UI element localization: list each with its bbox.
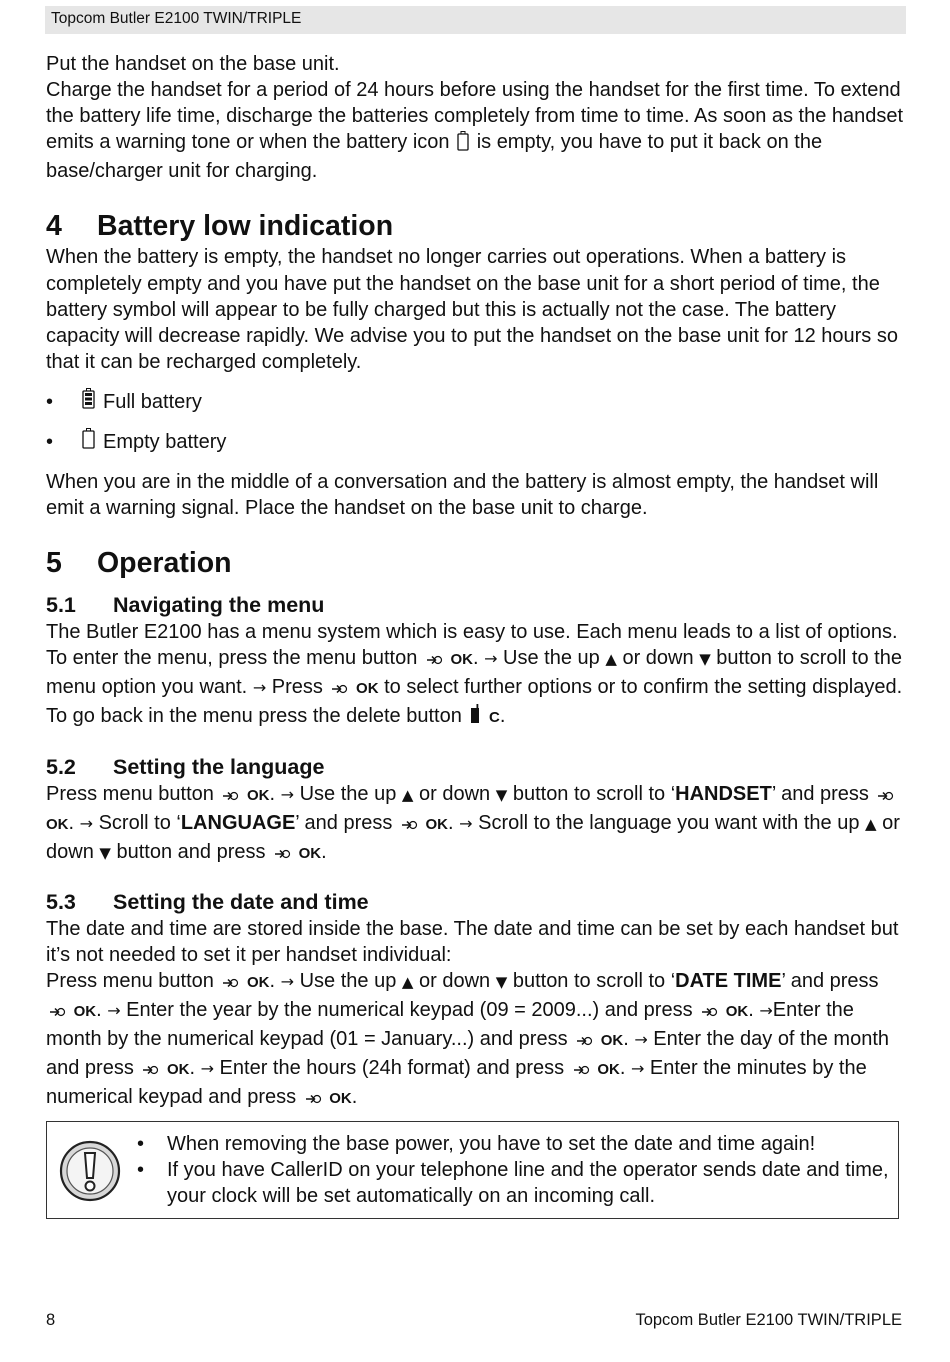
delete-key-icon: [469, 703, 481, 732]
arrow-right-icon: →: [484, 649, 498, 669]
menu-key-icon: [876, 784, 894, 810]
section-5-2-heading: [46, 753, 906, 781]
text: Press menu button: [46, 782, 214, 805]
list-item-label: Full battery: [103, 390, 202, 413]
menu-key-icon: [221, 971, 239, 997]
section-5-1-heading: [46, 591, 906, 619]
section-5-3-number: 5.3: [46, 889, 76, 914]
arrow-right-icon: →: [634, 1030, 648, 1050]
arrow-right-icon: →: [630, 1059, 645, 1079]
section-5-number: 5: [46, 547, 62, 580]
section-5-3-title: Setting the date and time: [113, 889, 369, 914]
section-5-3-paragraph-2: Press menu button OK. → Use the up ▲ or down ▼ button to scroll to ‘DATE TIME’ and press OK. → Enter the year by the numerical keypad (09 = 2009...) and press OK. →Enter the month by the numerical keypad (01 = January...) and press OK. → Enter the day of the month and press OK. → Enter the hours (24h format) and press OK. → Enter the minutes by the numerical keypad and press OK.: [46, 968, 906, 1113]
ok-key-label: OK: [46, 815, 69, 833]
menu-key-icon: [304, 1087, 322, 1113]
bullet: •: [137, 1133, 145, 1155]
menu-option-language: LANGUAGE: [180, 811, 296, 834]
battery-full-icon: [82, 388, 95, 416]
arrow-right-icon: →: [280, 971, 295, 991]
ok-key-label: OK: [725, 1003, 749, 1021]
list-item: [46, 389, 906, 415]
note-list: [137, 1131, 892, 1209]
ok-key-label: OK: [247, 786, 270, 804]
text: Enter the day of the month and press: [46, 1028, 889, 1080]
menu-option-date-time: DATE TIME: [675, 969, 782, 992]
text: Use the up: [497, 647, 600, 670]
ok-key-label: OK: [356, 680, 379, 698]
down-arrow-icon: ▼: [495, 785, 508, 804]
down-arrow-icon: ▼: [699, 650, 711, 669]
ok-key-label: OK: [600, 1032, 624, 1050]
section-5-2-title: Setting the language: [113, 754, 325, 779]
note-box: [46, 1121, 899, 1219]
text: Enter the hours (24h format) and press: [214, 1057, 565, 1080]
list-item: [137, 1157, 892, 1209]
text: button to scroll to the menu option you want.: [46, 647, 902, 699]
battery-empty-icon: [82, 428, 95, 456]
ok-key-label: OK: [298, 844, 322, 862]
intro-text-a: Charge the handset for a period of 24 hours before using the handset for the first time. To extend the battery life time, discharge the batteries completely from time to time. As soon as the handset emits a warning tone or when the battery icon: [46, 79, 904, 154]
text: button to scroll to ‘: [512, 782, 676, 805]
text: ’ and press: [771, 782, 869, 805]
text: ’ and press: [781, 969, 879, 992]
menu-key-icon: [572, 1058, 590, 1084]
section-5-3-paragraph-1: The date and time are stored inside the base. The date and time can be set by each handset but it’s not needed to set it per handset individual:: [46, 917, 899, 966]
text: The Butler E2100 has a menu system which is easy to use. Each menu leads to a list of options. To enter the menu, press the menu button: [46, 621, 898, 670]
arrow-right-icon: →: [280, 784, 295, 804]
menu-key-icon: [48, 1000, 66, 1026]
text: Use the up: [294, 782, 397, 805]
ok-key-label: OK: [450, 651, 473, 669]
list-item: [137, 1131, 892, 1157]
bullet: •: [46, 430, 54, 453]
section-4-paragraph-2: When you are in the middle of a conversation and the battery is almost empty, the handset will emit a warning signal. Place the handset on the base unit to charge.: [46, 470, 879, 520]
text: ’ and press: [295, 811, 393, 834]
text: Press: [266, 676, 323, 699]
text: or down: [419, 782, 491, 805]
section-5-heading: [46, 545, 906, 581]
menu-key-icon: [400, 813, 418, 839]
page-header: [45, 6, 906, 34]
text: Enter the minutes by the numerical keypad and press: [46, 1057, 867, 1109]
intro-text-b: is empty, you have to put it back on the base/charger unit for charging.: [46, 131, 823, 183]
up-arrow-icon: ▲: [401, 972, 414, 991]
up-arrow-icon: ▲: [865, 814, 877, 833]
text: button to scroll to ‘: [512, 969, 676, 992]
menu-option-handset: HANDSET: [675, 782, 772, 805]
arrow-right-icon: →: [107, 1001, 121, 1021]
text: Enter the month by the numerical keypad (01 = January...) and press: [46, 999, 854, 1051]
note-text: If you have CallerID on your telephone line and the operator sends date and time, your clock will be set automatically on an incoming call.: [167, 1159, 889, 1207]
menu-key-icon: [221, 784, 239, 810]
section-5-3-heading: [46, 888, 906, 916]
list-item: [46, 429, 906, 455]
bullet: •: [46, 390, 54, 413]
down-arrow-icon: ▼: [99, 843, 111, 862]
battery-empty-icon: [457, 131, 469, 158]
text: to select further options or to confirm the setting displayed. To go back in the menu press the delete button: [46, 676, 903, 728]
menu-key-icon: [700, 1000, 718, 1026]
ok-key-label: OK: [166, 1061, 190, 1079]
battery-bullet-list: [46, 389, 906, 455]
header-title: Topcom Butler E2100 TWIN/TRIPLE: [51, 10, 302, 27]
section-4-heading: [46, 208, 906, 244]
section-5-1-paragraph: [46, 619, 906, 732]
text: Scroll to ‘: [93, 811, 181, 834]
section-4-paragraph-1: When the battery is empty, the handset no longer carries out operations. When a battery is completely empty and you have put the handset on the base unit for a short period of time, the battery symbol will appear to be fully charged but this is actually not the case. The battery capacity will decrease rapidly. We advise you to put the handset on the base unit for 12 hours so that it can be recharged completely.: [46, 246, 898, 373]
ok-key-label: OK: [425, 815, 449, 833]
menu-key-icon: [575, 1029, 593, 1055]
section-4-title: Battery low indication: [97, 210, 394, 243]
page-number: 8: [46, 1311, 56, 1329]
ok-key-label: OK: [597, 1061, 620, 1079]
warning-icon: [59, 1140, 121, 1207]
ok-key-label: OK: [73, 1003, 97, 1021]
list-item-label: Empty battery: [103, 430, 227, 453]
menu-key-icon: [273, 842, 291, 868]
section-5-2-number: 5.2: [46, 754, 76, 779]
text: Press menu button: [46, 969, 214, 992]
text: or down: [419, 969, 491, 992]
up-arrow-icon: ▲: [401, 785, 414, 804]
text: or down: [622, 647, 694, 670]
c-key-label: C: [488, 709, 500, 727]
section-4-number: 4: [46, 210, 62, 243]
arrow-right-icon: →: [79, 813, 94, 833]
text: .: [499, 705, 506, 728]
up-arrow-icon: ▲: [605, 650, 617, 669]
section-5-1-number: 5.1: [46, 593, 76, 618]
intro-paragraph-1: Put the handset on the base unit.: [46, 53, 340, 75]
arrow-right-icon: →: [200, 1059, 214, 1079]
ok-key-label: OK: [329, 1090, 352, 1108]
section-5-1-title: Navigating the menu: [113, 593, 325, 618]
menu-key-icon: [425, 648, 443, 674]
section-5-2-paragraph: Press menu button OK. → Use the up ▲ or down ▼ button to scroll to ‘HANDSET’ and press OK. → Scroll to ‘LANGUAGE’ and press OK. → Scroll to the language you want with the up ▲ or down ▼ button and press OK.: [46, 781, 906, 868]
arrow-right-icon: →: [252, 678, 267, 698]
document-body: [46, 51, 906, 1113]
text: Enter the year by the numerical keypad (09 = 2009...) and press: [120, 999, 693, 1022]
bullet: •: [137, 1159, 145, 1181]
intro-paragraph-2: [46, 77, 906, 184]
down-arrow-icon: ▼: [495, 972, 508, 991]
text: button and press: [116, 840, 266, 863]
menu-key-icon: [141, 1058, 159, 1084]
text: Scroll to the language you want with the up: [472, 811, 860, 834]
footer-title: Topcom Butler E2100 TWIN/TRIPLE: [635, 1311, 902, 1329]
text: .: [472, 647, 485, 670]
note-text: When removing the base power, you have to set the date and time again!: [167, 1133, 816, 1155]
menu-key-icon: [330, 677, 348, 703]
text: Use the up: [294, 969, 397, 992]
text: or down: [46, 811, 900, 863]
section-5-title: Operation: [97, 547, 232, 580]
arrow-right-icon: →: [459, 813, 473, 833]
arrow-right-icon: →: [759, 1001, 773, 1021]
ok-key-label: OK: [247, 973, 270, 991]
